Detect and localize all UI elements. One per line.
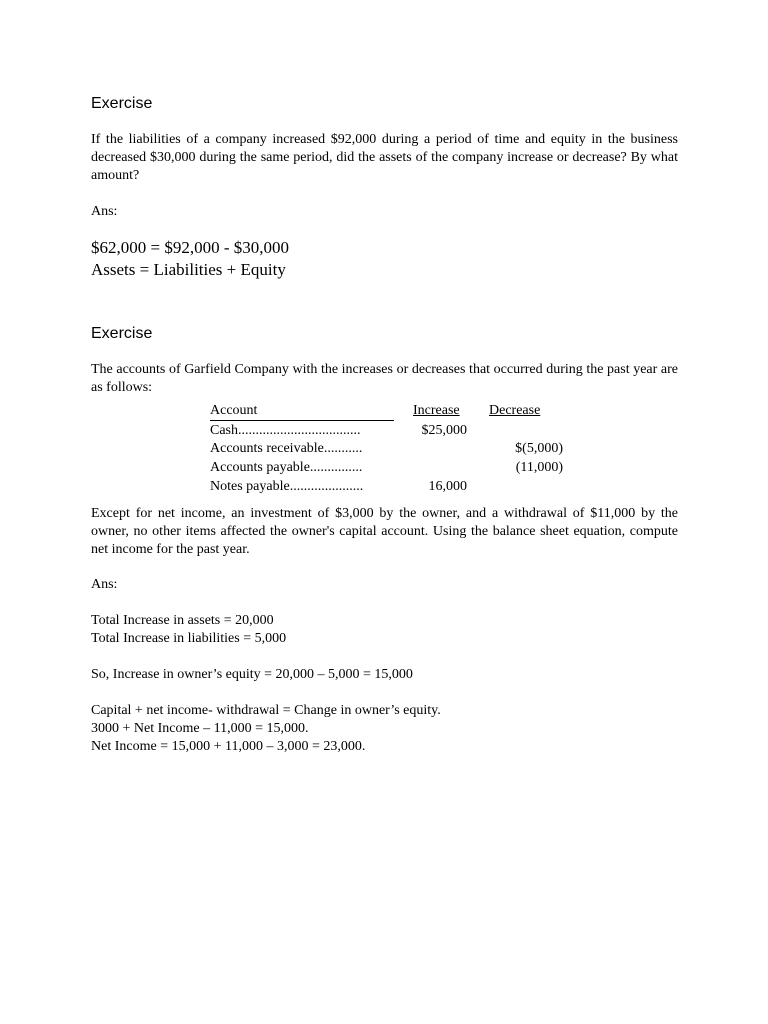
exercise-1-answer-line-1: $62,000 = $92,000 - $30,000 xyxy=(91,238,289,257)
table-cell-decrease: $(5,000) xyxy=(515,441,563,456)
table-cell-account: Accounts payable............... xyxy=(210,460,363,475)
exercise-1-ans-label: Ans: xyxy=(91,204,118,219)
exercise-2-ans-label: Ans: xyxy=(91,577,118,592)
table-cell-account: Accounts receivable........... xyxy=(210,441,363,456)
exercise-2-question: Except for net income, an investment of $3,000 by the owner, and a withdrawal of $11,000 by the owner, no other items affected the owner's capital account. Using the balance sheet equation, compute net income for the past year. xyxy=(91,506,678,557)
table-cell-increase: 16,000 xyxy=(428,479,467,494)
answer-line: Capital + net income- withdrawal = Change in owner’s equity. xyxy=(91,703,441,718)
answer-line: 3000 + Net Income – 11,000 = 15,000. xyxy=(91,721,309,736)
table-cell-decrease: (11,000) xyxy=(515,460,563,475)
table-header-increase: Increase xyxy=(413,403,460,418)
answer-line: So, Increase in owner’s equity = 20,000 – 5,000 = 15,000 xyxy=(91,667,413,682)
answer-line: Net Income = 15,000 + 11,000 – 3,000 = 23,000. xyxy=(91,739,366,754)
table-header-account: Account xyxy=(210,402,394,421)
exercise-1-answer-line-2: Assets = Liabilities + Equity xyxy=(91,260,286,279)
exercise-1-question: If the liabilities of a company increased $92,000 during a period of time and equity in the business decreased $30,000 during the same period, did the assets of the company increase or decrease? By what amount? xyxy=(91,132,678,183)
table-cell-increase: $25,000 xyxy=(421,423,467,438)
answer-line: Total Increase in assets = 20,000 xyxy=(91,613,274,628)
table-header-decrease: Decrease xyxy=(489,403,541,418)
exercise-2-heading: Exercise xyxy=(91,325,153,342)
answer-line: Total Increase in liabilities = 5,000 xyxy=(91,631,287,646)
exercise-2-intro: The accounts of Garfield Company with the increases or decreases that occurred during the past year are as follows: xyxy=(91,362,678,395)
exercise-1-heading: Exercise xyxy=(91,95,153,112)
table-cell-account: Cash................................... xyxy=(210,423,361,438)
table-cell-account: Notes payable..................... xyxy=(210,479,364,494)
